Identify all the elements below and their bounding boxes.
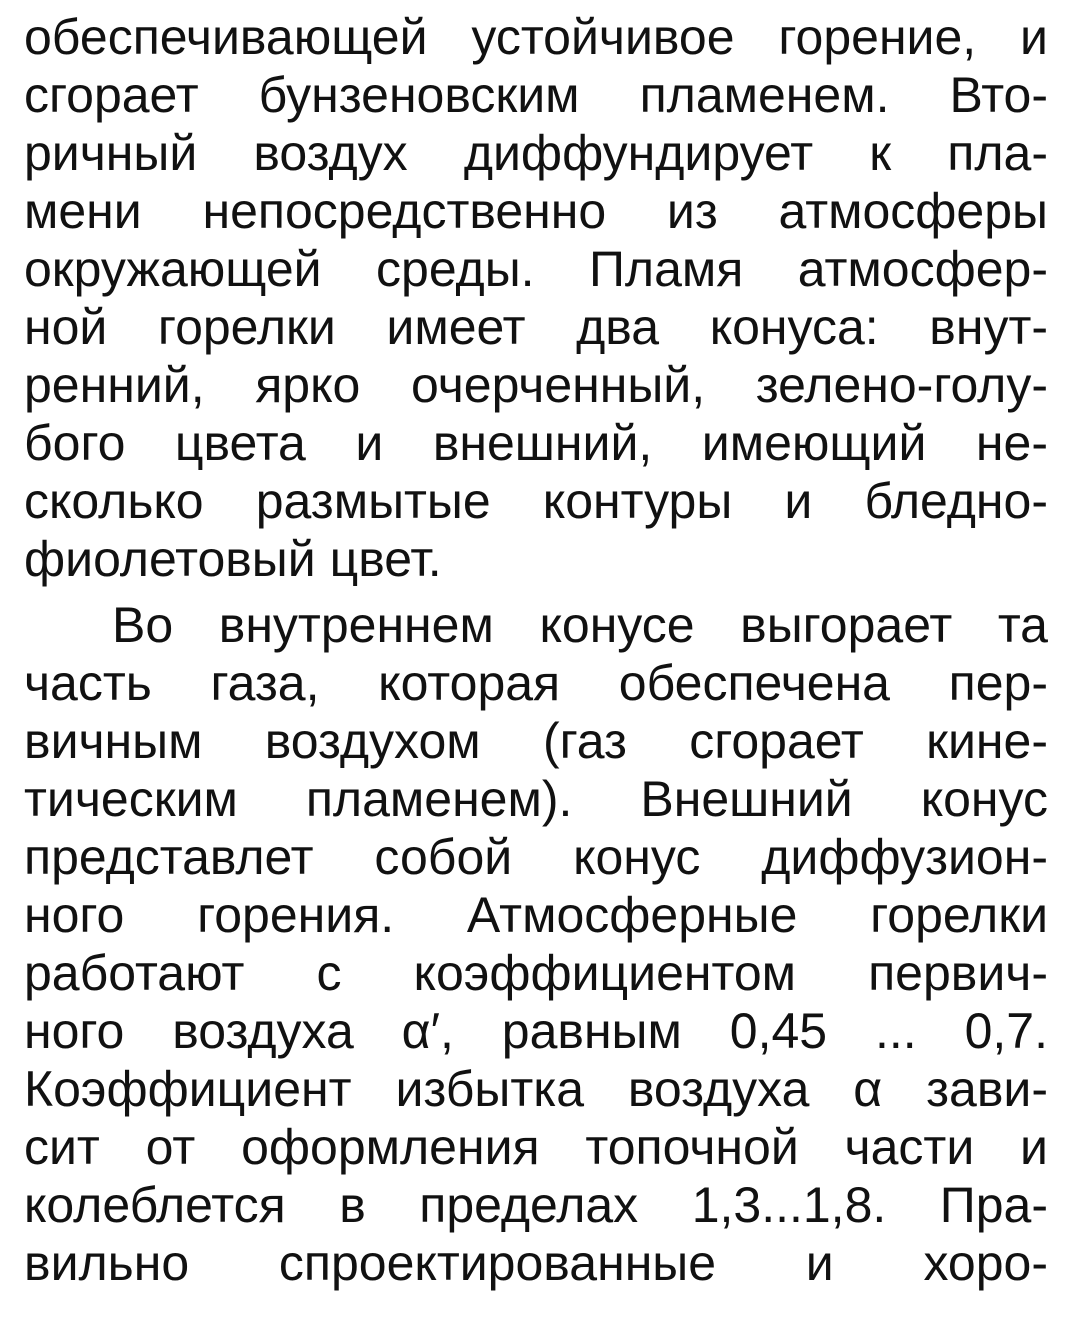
text-line: мени непосредственно из атмосферы	[24, 183, 1048, 239]
text-line: сколько размытые контуры и бледно-	[24, 473, 1048, 529]
text-line: бого цвета и внешний, имеющий не-	[24, 415, 1048, 471]
text-line: работают с коэффициентом первич-	[24, 945, 1048, 1001]
text-line: ного горения. Атмосферные горелки	[24, 887, 1048, 943]
text-line: тическим пламенем). Внешний конус	[24, 771, 1048, 827]
text-line: ного воздуха α′, равным 0,45 ... 0,7.	[24, 1003, 1048, 1059]
text-line: часть газа, которая обеспечена пер-	[24, 655, 1048, 711]
text-line: окружающей среды. Пламя атмосфер-	[24, 241, 1048, 297]
text-line: представлет собой конус диффузион-	[24, 829, 1048, 885]
text-line: ной горелки имеет два конуса: внут-	[24, 299, 1048, 355]
text-line: вильно спроектированные и хоро-	[24, 1235, 1048, 1291]
paragraph-end-line: фиолетовый цвет.	[24, 531, 442, 587]
text-line: сит от оформления топочной части и	[24, 1119, 1048, 1175]
text-line: обеспечивающей устойчивое горение, и	[24, 9, 1048, 65]
text-line: ричный воздух диффундирует к пла-	[24, 125, 1048, 181]
text-line: вичным воздухом (газ сгорает кине-	[24, 713, 1048, 769]
text-line: колеблется в пределах 1,3...1,8. Пра-	[24, 1177, 1048, 1233]
text-line: ренний, ярко очерченный, зелено-голу-	[24, 357, 1048, 413]
text-line: Коэффициент избытка воздуха α зави-	[24, 1061, 1048, 1117]
document-page	[24, 0, 1048, 1320]
paragraph-start-line: Во внутреннем конусе выгорает та	[112, 597, 1048, 653]
text-line: сгорает бунзеновским пламенем. Вто-	[24, 67, 1048, 123]
